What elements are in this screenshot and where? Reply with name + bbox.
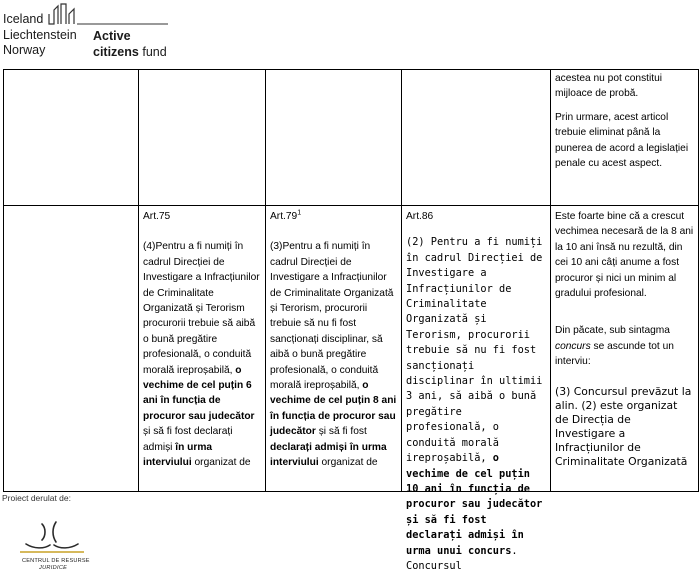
article-text <box>270 239 397 470</box>
article-text-bold: declarați admiși în urma interviului <box>270 441 387 469</box>
comment-text-emphasis: concurs <box>555 340 591 352</box>
comment-text-segment: Din păcate, sub sintagma <box>555 325 670 337</box>
active-citizens-fund-logo <box>3 2 203 60</box>
comment-text: acestea nu pot constitui mijloace de probă. <box>555 73 663 100</box>
project-run-by-label: Proiect derulat de: <box>2 493 71 503</box>
active-citizens-fund-wordmark <box>93 29 167 60</box>
comment-cell <box>551 206 699 492</box>
article-text-segment: (4)Pentru a fi numiți în cadrul Direcției de Investigare a Infracțiunilor de Criminalitate Organizată și Terorism procurorii trebuie să aibă o bună pregătire profesională, o conduită morală ireproșabilă, <box>143 241 260 376</box>
article-text-bold: în urma interviului <box>143 441 213 469</box>
country-liechtenstein: Liechtenstein <box>3 27 77 42</box>
logo-active: Active <box>93 29 131 43</box>
article-text-segment: și să fi fost <box>315 426 367 438</box>
article-cell-86 <box>402 206 551 572</box>
article-text-bold: o vechime de cel puțin 10 ani în funcția de procuror sau judecător și să fi fost declarați admiși în urma unui concurs <box>406 452 543 557</box>
eea-grants-mark-icon <box>47 2 169 26</box>
article-text <box>406 235 546 574</box>
comment-text <box>555 323 694 369</box>
comment-text: Este foarte bine că a crescut vechimea necesară de la 8 ani la 10 ani însă nu rezultă, din cei 10 ani câți anume a fost procuror și nici un minim al gradului profesional. <box>555 211 694 300</box>
article-text-bold: o vechime de cel puțin 6 ani în funcția de procuror sau judecător <box>143 364 255 422</box>
article-number: Art.86 <box>406 211 434 222</box>
article-text-segment: . Concursul <box>406 544 518 572</box>
logo-fund: fund <box>142 44 167 59</box>
article-number-sup: 1 <box>297 209 302 217</box>
article-text-segment: organizat de <box>318 457 378 469</box>
table-cell <box>4 206 139 492</box>
logo-citizens: citizens <box>93 44 139 59</box>
article-number <box>270 209 397 224</box>
comment-text-segment: se ascunde tot un interviu: <box>555 340 674 368</box>
country-iceland: Iceland <box>3 12 44 26</box>
comment-text-quote: (3) Concursul prevăzut la alin. (2) este organizat de Direcția de Investigare a Infracțiunilor de Criminalitate Organizată <box>555 384 692 468</box>
country-norway: Norway <box>3 43 46 57</box>
article-text-segment: și să fi fost declarați admiși <box>143 426 233 453</box>
table-row <box>4 206 699 492</box>
article-cell-79 <box>266 206 402 492</box>
scales-of-justice-icon <box>12 518 92 558</box>
article-number: Art.75 <box>143 211 171 222</box>
table-row <box>4 70 699 206</box>
crj-logo <box>12 518 92 574</box>
table-cell <box>139 70 266 206</box>
comment-text: Prin urmare, acest articol trebuie eliminat până la punerea de acord a legislației penale cu acest aspect. <box>555 111 689 170</box>
table-cell <box>402 70 551 206</box>
table-cell <box>266 70 402 206</box>
article-number-text: Art.79 <box>270 211 298 222</box>
article-text <box>143 239 261 470</box>
article-text-segment: (3)Pentru a fi numiți în cadrul Direcției de Investigare a Infracțiunilor de Criminalitate Organizată și Terorism, procurorii trebuie să nu fi fost sancționați disciplinar, să aibă o bună pregătire profesională, o conduită morală ireproșabilă, <box>270 241 394 392</box>
article-text-segment: organizat de <box>191 457 251 469</box>
crj-logo-line2: JURIDICE <box>39 565 68 571</box>
article-text-segment: (2) Pentru a fi numiți în cadrul Direcției de Investigare a Infracțiunilor de Criminalitate Organizată și Terorism, procurorii trebuie să nu fi fost sancționați disciplinar în ultimii 3 ani, să aibă o bună pregătire profesională, o conduită morală ireproșabilă, <box>406 236 543 465</box>
article-text-bold: o vechime de cel puțin 8 ani în funcția de procuror sau judecător <box>270 380 397 438</box>
article-cell-75 <box>139 206 266 492</box>
crj-logo-line1: CENTRUL DE RESURSE <box>22 558 90 564</box>
comment-cell <box>551 70 699 206</box>
table-cell <box>4 70 139 206</box>
